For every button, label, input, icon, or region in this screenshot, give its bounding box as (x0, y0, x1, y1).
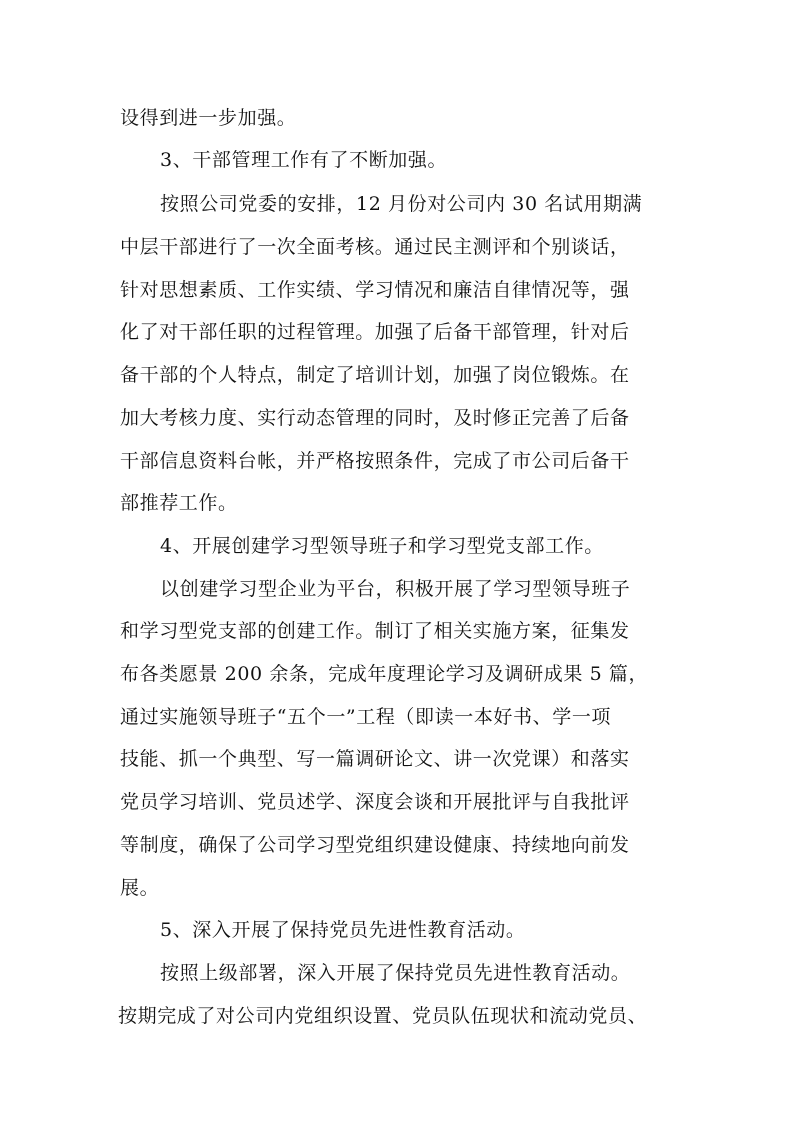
text-line: 备干部的个人特点，制定了培训计划，加强了岗位锻炼。在 (120, 364, 630, 386)
text-line: 设得到进一步加强。 (120, 107, 297, 129)
text-line: 布各类愿景 200 余条，完成年度理论学习及调研成果 5 篇， (120, 663, 649, 685)
text-line: 按期完成了对公司内党组织设置、党员队伍现状和流动党员、 (118, 1005, 648, 1027)
text-line: 干部信息资料台帐，并严格按照条件，完成了市公司后备干 (120, 450, 630, 472)
text-line: 按照上级部署，深入开展了保持党员先进性教育活动。 (160, 962, 631, 984)
text-line: 针对思想素质、工作实绩、学习情况和廉洁自律情况等，强 (120, 279, 630, 301)
text-line: 化了对干部任职的过程管理。加强了后备干部管理，针对后 (120, 321, 630, 343)
text-line: 按照公司党委的安排，12 月份对公司内 30 名试用期满 (160, 193, 643, 215)
text-line: 部推荐工作。 (120, 492, 238, 514)
text-line: 加大考核力度、实行动态管理的同时，及时修正完善了后备 (120, 407, 630, 429)
text-line: 和学习型党支部的创建工作。制订了相关实施方案，征集发 (120, 620, 630, 642)
text-line: 等制度，确保了公司学习型党组织建设健康、持续地向前发 (120, 834, 630, 856)
section-heading: 4、开展创建学习型领导班子和学习型党支部工作。 (160, 535, 604, 557)
text-line: 以创建学习型企业为平台，积极开展了学习型领导班子 (160, 578, 631, 600)
section-heading: 5、深入开展了保持党员先进性教育活动。 (160, 919, 526, 941)
text-line: 中层干部进行了一次全面考核。通过民主测评和个别谈话， (120, 236, 630, 258)
section-heading: 3、干部管理工作有了不断加强。 (160, 149, 448, 171)
text-line: 展。 (120, 877, 160, 899)
text-line: 通过实施领导班子“五个一”工程（即读一本好书、学一项 (120, 706, 612, 728)
text-line: 技能、抓一个典型、写一篇调研论文、讲一次党课）和落实 (120, 748, 630, 770)
text-line: 党员学习培训、党员述学、深度会谈和开展批评与自我批评 (120, 791, 630, 813)
